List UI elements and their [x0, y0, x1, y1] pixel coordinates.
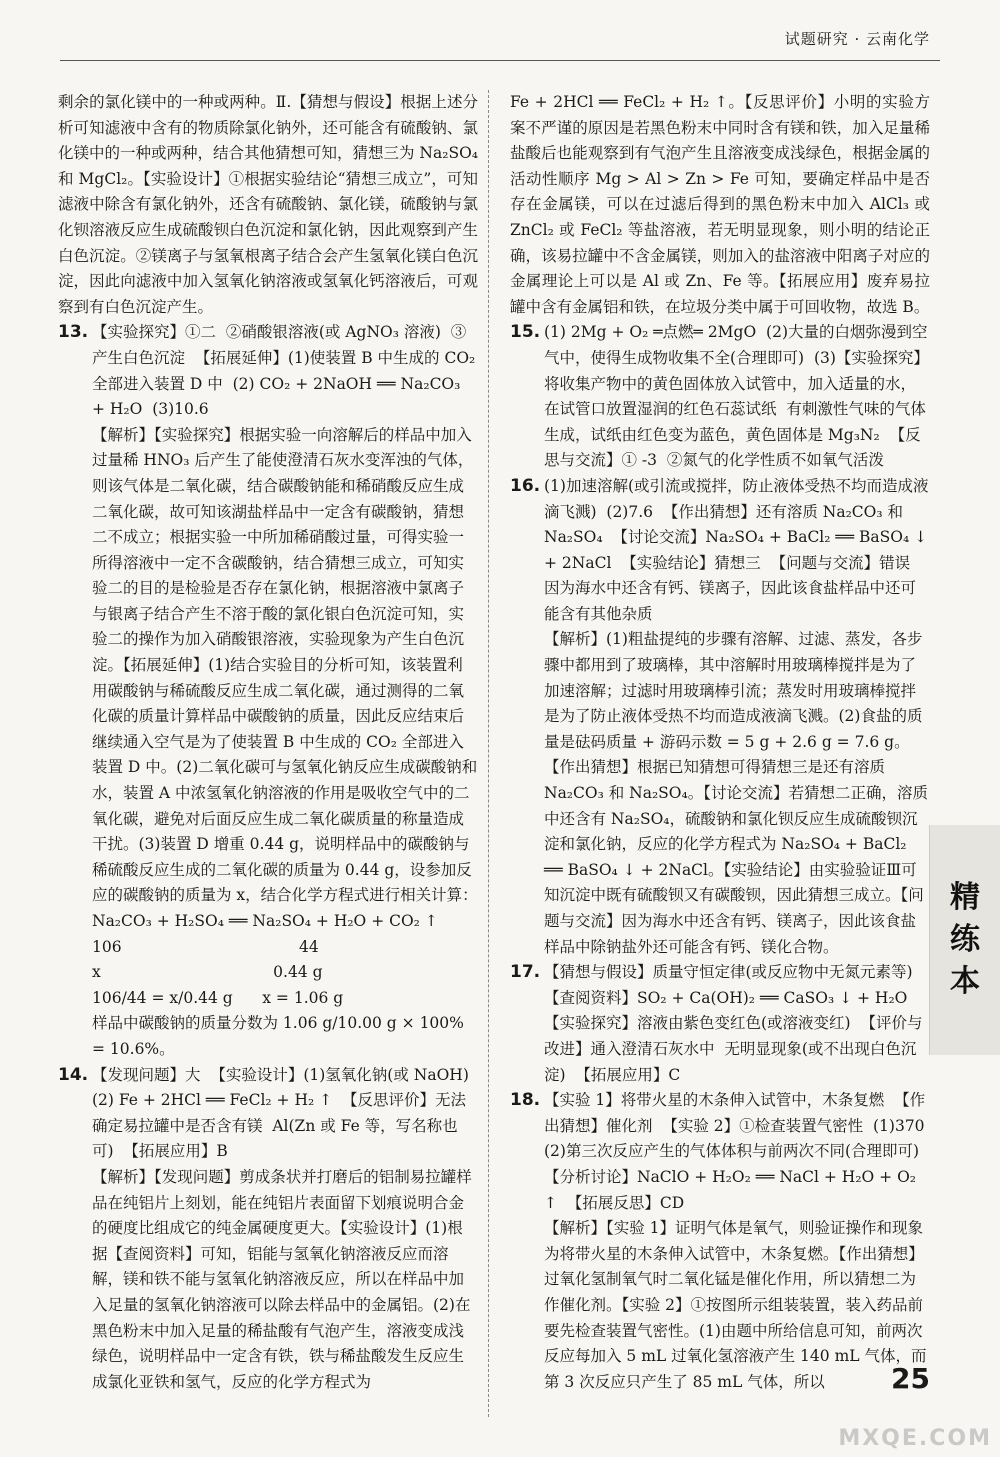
right-column [510, 90, 935, 1395]
question-14 [58, 1063, 478, 1396]
answer-text: (1)加速溶解(或引流或搅拌，防止液体受热不均而造成液滴飞溅) (2)7.6 【作出猜想】还有溶质 Na₂CO₃ 和 Na₂SO₄ 【讨论交流】Na₂SO₄ + BaCl₂ ══ BaSO₄ ↓ + 2NaCl 【实验结论】猜想三 【问题与交流】错误 因为海水中还含有钙、镁离子，因此该食盐样品中还可能含有其他杂质 【解析】(1)粗盐提纯的步骤有溶解、过滤、蒸发，各步骤中都用到了玻璃棒，其中溶解时用玻璃棒搅拌是为了加速溶解；过滤时用玻璃棒引流；蒸发时用玻璃棒搅拌是为了防止液体受热不均而造成液滴飞溅。(2)食盐的质量是砝码质量 + 游码示数 = 5 g + 2.6 g = 7.6 g。【作出猜想】根据已知猜想可得猜想三是还有溶质 Na₂CO₃ 和 Na₂SO₄。【讨论交流】若猜想二正确，溶质中还含有 Na₂SO₄，硫酸钠和氯化钡反应生成硫酸钡沉淀和氯化钠，反应的化学方程式为 Na₂SO₄ + BaCl₂ ══ BaSO₄ ↓ + 2NaCl。【实验结论】由实验验证Ⅲ可知沉淀中既有硫酸钡又有碳酸钡，因此猜想三成立。【问题与交流】因为海水中还含有钙、镁离子，因此该食盐样品中除钠盐外还可能含有钙、镁化合物。 [544, 476, 929, 956]
page-number: 25 [891, 1362, 930, 1395]
section-tab [929, 825, 1000, 1055]
question-number: 17. [510, 962, 541, 983]
tab-char: 练 [950, 922, 980, 957]
question-13 [58, 320, 478, 909]
watermark: MXQE.COM [838, 1426, 992, 1451]
header-rule [60, 60, 940, 61]
question-17 [510, 960, 930, 1088]
question-18 [510, 1088, 930, 1395]
tab-char: 本 [950, 964, 980, 999]
right-intro-paragraph: Fe + 2HCl ══ FeCl₂ + H₂ ↑。【反思评价】小明的实验方案不严谨的原因是若黑色粉末中同时含有镁和铁，加入足量稀盐酸后也能观察到有气泡产生且溶液变成浅绿色，根据金属的活动性顺序 Mg > Al > Zn > Fe 可知，要确定样品中是否存在金属镁，可以在过滤后得到的黑色粉末中加入 AlCl₃ 或 ZnCl₂ 或 FeCl₂ 等盐溶液，若无明显现象，则小明的结论正确，该易拉罐中不含金属镁，则加入的盐溶液中阳离子对应的金属理论上可以是 Al 或 Zn、Fe 等。【拓展应用】废弃易拉罐中含有金属铝和铁，在垃圾分类中属于可回收物，故选 B。 [510, 93, 935, 316]
question-number: 15. [510, 322, 541, 343]
answer-text: (1) 2Mg + O₂ ═点燃═ 2MgO (2)大量的白烟弥漫到空气中，使得生成物收集不全(合理即可) (3)【实验探究】将收集产物中的黄色固体放入试管中，加入适量的水，在试管口放置湿润的红色石蕊试纸 有刺激性气味的气体生成，试纸由红色变为蓝色，黄色固体是 Mg₃N₂ 【反思与交流】① -3 ②氮气的化学性质不如氧气活泼 [544, 323, 929, 470]
question-number: 16. [510, 475, 541, 496]
answer-text: 【猜想与假设】质量守恒定律(或反应物中无氮元素等) 【查阅资料】SO₂ + Ca(OH)₂ ══ CaSO₃ ↓ + H₂O 【实验探究】溶液由紫色变红色(或溶液变红) 【评价与改进】通入澄清石灰水中 无明显现象(或不出现白色沉淀) 【拓展应用】C [544, 963, 923, 1084]
tab-char: 精 [950, 880, 980, 915]
question-number: 18. [510, 1090, 541, 1111]
left-intro-paragraph: 剩余的氯化镁中的一种或两种。Ⅱ.【猜想与假设】根据上述分析可知滤液中含有的物质除氯化钠外，还可能含有硫酸钠、氯化镁中的一种或两种，结合其他猜想可知，猜想三为 Na₂SO₄ 和 MgCl₂。【实验设计】①根据实验结论“猜想三成立”，可知滤液中除含有氯化钠外，还含有硫酸钠、氯化镁，硫酸钠与氯化钡溶液反应生成硫酸钡白色沉淀和氯化钠，因此观察到产生白色沉淀。②镁离子与氢氧根离子结合会产生氢氧化镁白色沉淀，因此向滤液中加入氢氧化钠溶液或氢氧化钙溶液后，可观察到有白色沉淀产生。 [58, 93, 483, 316]
question-15 [510, 320, 930, 474]
question-number: 14. [58, 1064, 89, 1085]
answer-text: 【实验探究】①二 ②硝酸银溶液(或 AgNO₃ 溶液) ③产生白色沉淀 【拓展延伸】(1)使装置 B 中生成的 CO₂ 全部进入装置 D 中 (2) CO₂ + 2NaOH ══ Na₂CO₃ + H₂O (3)10.6 【解析】【实验探究】根据实验一向溶解后的样品中加入过量稀 HNO₃ 后产生了能使澄清石灰水变浑浊的气体，则该气体是二氧化碳，结合碳酸钠能和稀硝酸反应生成二氧化碳，故可知该湖盐样品中一定含有碳酸钠，猜想二不成立；根据实验一中所加稀硝酸过量，可得实验一所得溶液中一定不含碳酸钠，结合猜想三成立，可知实验二的目的是检验是否存在氯化钠，根据溶液中氯离子与银离子结合产生不溶于酸的氯化银白色沉淀可知，实验二的操作为加入硝酸银溶液，实验现象为产生白色沉淀。【拓展延伸】(1)结合实验目的分析可知，该装置利用碳酸钠与稀硫酸反应生成二氧化碳，通过测得的二氧化碳的质量计算样品中碳酸钠的质量，因此反应结束后继续通入空气是为了使装置 B 中生成的 CO₂ 全部进入装置 D 中。(2)二氧化碳可与氢氧化钠反应生成碳酸钠和水，装置 A 中浓氢氧化钠溶液的作用是吸收空气中的二氧化碳，避免对后面反应生成二氧化碳质量的称量造成干扰。(3)装置 D 增重 0.44 g，说明样品中的碳酸钠与稀硫酸反应生成的二氧化碳的质量为 0.44 g，设参加反应的碳酸钠的质量为 x，结合化学方程式进行相关计算： [92, 323, 478, 905]
answer-text: 【发现问题】大 【实验设计】(1)氢氧化钠(或 NaOH) (2) Fe + 2HCl ══ FeCl₂ + H₂ ↑ 【反思评价】无法确定易拉罐中是否含有镁 Al(Zn 或 Fe 等，写名称也可) 【拓展应用】B 【解析】【发现问题】剪成条状并打磨后的铝制易拉罐样品在纯铝片上刻划，能在纯铝片表面留下划痕说明合金的硬度比组成它的纯金属硬度更大。【实验设计】(1)根据【查阅资料】可知，铝能与氢氧化钠溶液反应而溶解，镁和铁不能与氢氧化钠溶液反应，所以在样品中加入足量的氢氧化钠溶液可以除去样品中的金属铝。(2)在黑色粉末中加入足量的稀盐酸有气泡产生，溶液变成浅绿色，说明样品中一定含有铁，铁与稀盐酸发生反应生成氯化亚铁和氢气，反应的化学方程式为 [92, 1065, 472, 1391]
question-number: 13. [58, 322, 89, 343]
question-16 [510, 474, 930, 960]
page-header: 试题研究 · 云南化学 [784, 30, 930, 48]
answer-text: 【实验 1】将带火星的木条伸入试管中，木条复燃 【作出猜想】催化剂 【实验 2】①检查装置气密性 (1)370 (2)第三次反应产生的气体体积与前两次不同(合理即可) 【分析讨论】NaClO + H₂O₂ ══ NaCl + H₂O + O₂ ↑ 【拓展反思】CD 【解析】【实验 1】证明气体是氧气，则验证操作和现象为将带火星的木条伸入试管中，木条复燃。【作出猜想】过氧化氢制氧气时二氧化锰是催化作用，所以猜想二为作催化剂。【实验 2】①按图所示组装装置，装入药品前要先检查装置气密性。(1)由题中所给信息可知，前两次反应每加入 5 mL 过氧化氢溶液产生 140 mL 气体，而第 3 次反应只产生了 85 mL 气体，所以 [544, 1091, 927, 1391]
left-column [58, 90, 483, 1395]
equation-block: Na₂CO₃ + H₂SO₄ ══ Na₂SO₄ + H₂O + CO₂ ↑ 106 44 x 0.44 g 106/44 = x/0.44 g x = 1.06 g 样品中碳酸钠的质量分数为 1.06 g/10.00 g × 100% = 10.6%。 [92, 912, 464, 1058]
column-divider [488, 90, 489, 1417]
